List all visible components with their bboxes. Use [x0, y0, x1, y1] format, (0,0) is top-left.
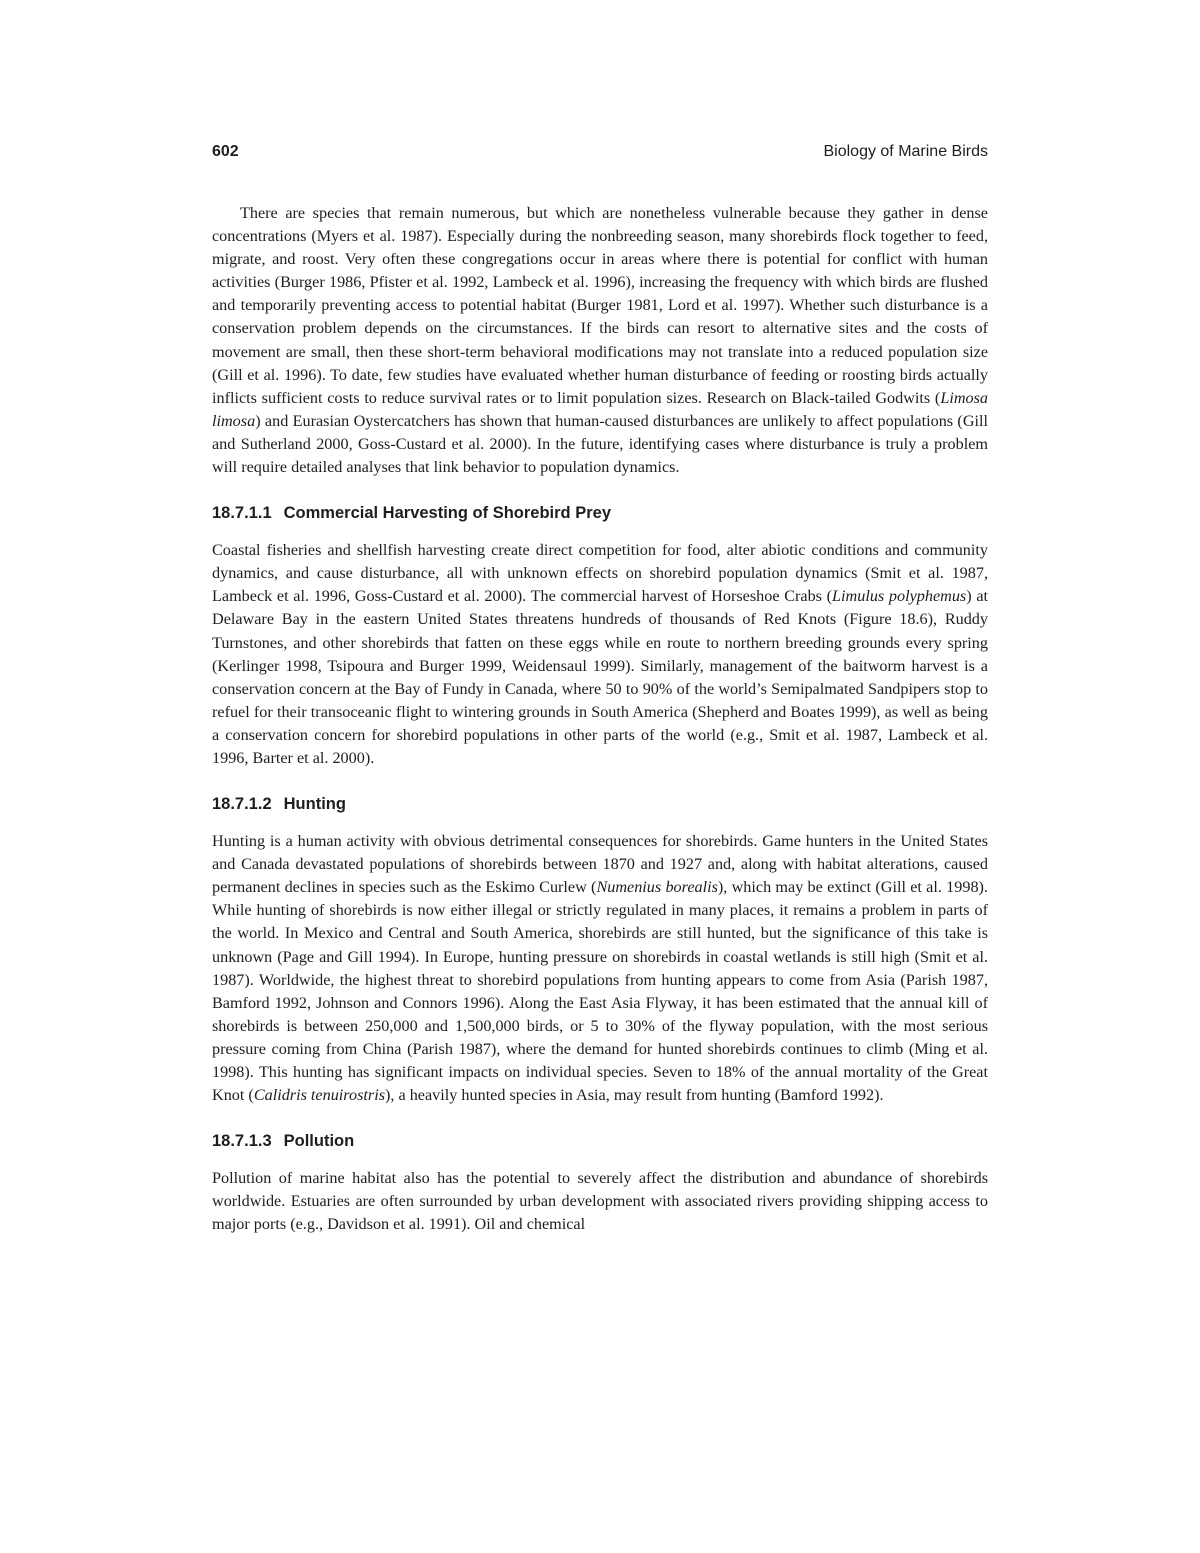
paragraph-text-1: Coastal fisheries and shellfish harvesting create direct competition for food, alter abiotic conditions and community dynamics, and cause disturbance, all with unknown effects on shorebird population dynamics (Smit et al. 1987, Lambeck et al. 1996, Goss-Custard et al. 2000). The commercial harvest of Horseshoe Crabs ( — [212, 541, 988, 606]
paragraph-text-2: ), which may be extinct (Gill et al. 1998). While hunting of shorebirds is now either illegal or strictly regulated in many places, it remains a problem in parts of the world. In Mexico and Central and South America, shorebirds are still hunted, but the significance of this take is unknown (Page and Gill 1994). In Europe, hunting pressure on shorebirds in coastal wetlands is still high (Smit et al. 1987). Worldwide, the highest threat to shorebird populations from hunting appears to come from Asia (Parish 1987, Bamford 1992, Johnson and Connors 1996). Along the East Asia Flyway, it has been estimated that the annual kill of shorebirds is between 250,000 and 1,500,000 birds, or 5 to 30% of the flyway population, with the most serious pressure coming from China (Parish 1987), where the demand for hunted shorebirds continues to climb (Ming et al. 1998). This hunting has significant impacts on individual species. Seven to 18% of the annual mortality of the Great Knot ( — [212, 878, 988, 1105]
running-head — [212, 140, 988, 164]
paragraph-text-3: ), a heavily hunted species in Asia, may result from hunting (Bamford 1992). — [385, 1086, 884, 1105]
section-heading-commercial-harvesting — [212, 501, 988, 525]
page-number: 602 — [212, 143, 239, 160]
section-title: Commercial Harvesting of Shorebird Prey — [283, 504, 611, 523]
section-heading-hunting — [212, 792, 988, 816]
species-name-calidris: Calidris tenuirostris — [253, 1086, 385, 1105]
species-name-limosa: Limosa limosa — [212, 388, 988, 430]
intro-paragraph — [212, 202, 988, 479]
species-name-limulus: Limulus polyphemus — [832, 587, 967, 606]
section-number: 18.7.1.2 — [212, 795, 272, 814]
book-page — [212, 140, 988, 1236]
intro-text-1: There are species that remain numerous, but which are nonetheless vulnerable because they gather in dense concentrations (Myers et al. 1987). Especially during the nonbreeding season, many shorebirds flock together to feed, migrate, and roost. Very often these congregations occur in areas where there is potential for conflict with human activities (Burger 1986, Pfister et al. 1992, Lambeck et al. 1996), increasing the frequency with which birds are flushed and temporarily preventing access to potential habitat (Burger 1981, Lord et al. 1997). Whether such disturbance is a conservation problem depends on the circumstances. If the birds can resort to alternative sites and the costs of movement are small, then these short-term behavioral modifications may not translate into a reduced population size (Gill et al. 1996). To date, few studies have evaluated whether human disturbance of feeding or roosting birds actually inflicts sufficient costs to reduce survival rates or to limit population sizes. Research on Black-tailed Godwits ( — [212, 204, 988, 407]
paragraph-text-2: ) at Delaware Bay in the eastern United States threatens hundreds of thousands of Red Knots (Figure 18.6), Ruddy Turnstones, and other shorebirds that fatten on these eggs while en route to northern breeding grounds every spring (Kerlinger 1998, Tsipoura and Burger 1999, Weidensaul 1999). Similarly, management of the baitworm harvest is a conservation concern at the Bay of Fundy in Canada, where 50 to 90% of the world’s Semipalmated Sandpipers stop to refuel for their transoceanic flight to wintering grounds in South America (Shepherd and Boates 1999), as well as being a conservation concern for shorebird populations in other parts of the world (e.g., Smit et al. 1987, Lambeck et al. 1996, Barter et al. 2000). — [212, 587, 989, 767]
section-title: Pollution — [283, 1132, 355, 1151]
hunting-paragraph — [212, 830, 988, 1107]
pollution-paragraph: Pollution of marine habitat also has the potential to severely affect the distribution and abundance of shorebirds worldwide. Estuaries are often surrounded by urban development with associated rivers providing shipping access to major ports (e.g., Davidson et al. 1991). Oil and chemical — [212, 1169, 988, 1234]
commercial-harvesting-paragraph — [212, 539, 988, 770]
intro-text-2: ) and Eurasian Oystercatchers has shown that human-caused disturbances are unlikely to affect populations (Gill and Sutherland 2000, Goss-Custard et al. 2000). In the future, identifying cases where disturbance is truly a problem will require detailed analyses that link behavior to population dynamics. — [212, 411, 988, 477]
species-name-numenius: Numenius borealis — [596, 878, 718, 897]
paragraph-text-1: Hunting is a human activity with obvious detrimental consequences for shorebirds. Game hunters in the United States and Canada devastated populations of shorebirds between 1870 and 1927 and, along with habitat alterations, caused permanent declines in species such as the Eskimo Curlew ( — [212, 832, 988, 897]
running-title: Biology of Marine Birds — [823, 143, 988, 160]
section-title: Hunting — [283, 795, 346, 814]
section-number: 18.7.1.3 — [212, 1132, 272, 1151]
section-heading-pollution — [212, 1129, 988, 1153]
section-number: 18.7.1.1 — [212, 504, 272, 523]
